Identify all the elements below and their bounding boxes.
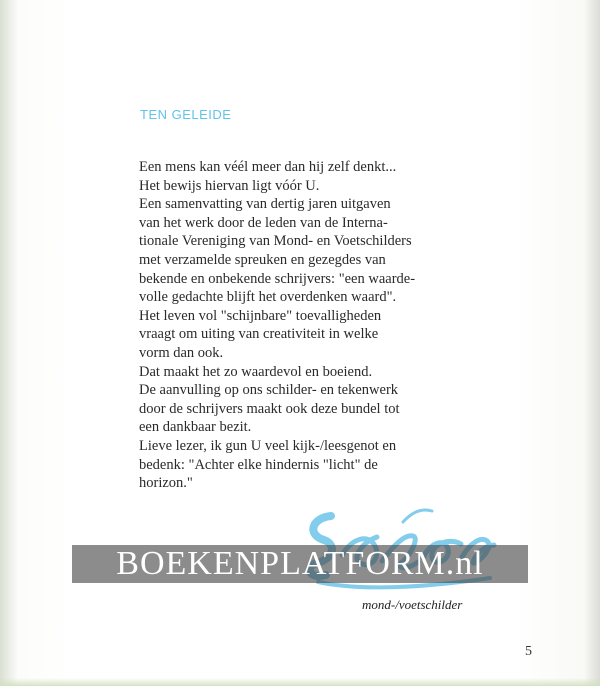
page-number: 5 bbox=[525, 644, 532, 659]
body-line: horizon." bbox=[139, 475, 193, 492]
website-watermark: BOEKENPLATFORM.nl bbox=[116, 545, 484, 582]
spine-shadow bbox=[0, 0, 18, 686]
body-line: bekende en onbekende schrijvers: "een waarde- bbox=[139, 270, 416, 287]
body-line: Het leven vol "schijnbare" toevalligheden bbox=[139, 307, 382, 324]
body-line: bedenk: "Achter elke hindernis "licht" de bbox=[139, 456, 378, 473]
body-line: een dankbaar bezit. bbox=[139, 419, 252, 436]
body-line: De aanvulling op ons schilder- en tekenwerk bbox=[139, 382, 399, 399]
body-line: tionale Vereniging van Mond- en Voetschilders bbox=[139, 233, 412, 250]
bottom-paper-edge bbox=[0, 678, 600, 686]
body-line: Lieve lezer, ik gun U veel kijk-/leesgenot en bbox=[139, 437, 397, 454]
body-line: met verzamelde spreuken en gezegdes van bbox=[139, 251, 386, 268]
body-line: vorm dan ook. bbox=[139, 344, 224, 361]
introduction-text bbox=[139, 158, 469, 493]
body-line: Een mens kan véél meer dan hij zelf denkt... bbox=[139, 159, 397, 175]
body-line: van het werk door de leden van de Interna- bbox=[139, 214, 388, 231]
body-line: vraagt om uiting van creativiteit in welke bbox=[139, 326, 379, 343]
body-line: door de schrijvers maakt ook deze bundel tot bbox=[139, 400, 400, 417]
body-line: volle gedachte blijft het overdenken waard". bbox=[139, 289, 397, 306]
body-line: Een samenvatting van dertig jaren uitgaven bbox=[139, 196, 391, 213]
body-line: Het bewijs hiervan ligt vóór U. bbox=[139, 177, 320, 194]
page-heading: TEN GELEIDE bbox=[140, 107, 232, 122]
page-edge-shadow bbox=[584, 0, 600, 686]
signer-title: mond-/voetschilder bbox=[362, 597, 463, 612]
body-line: Dat maakt het zo waardevol en boeiend. bbox=[139, 363, 373, 380]
